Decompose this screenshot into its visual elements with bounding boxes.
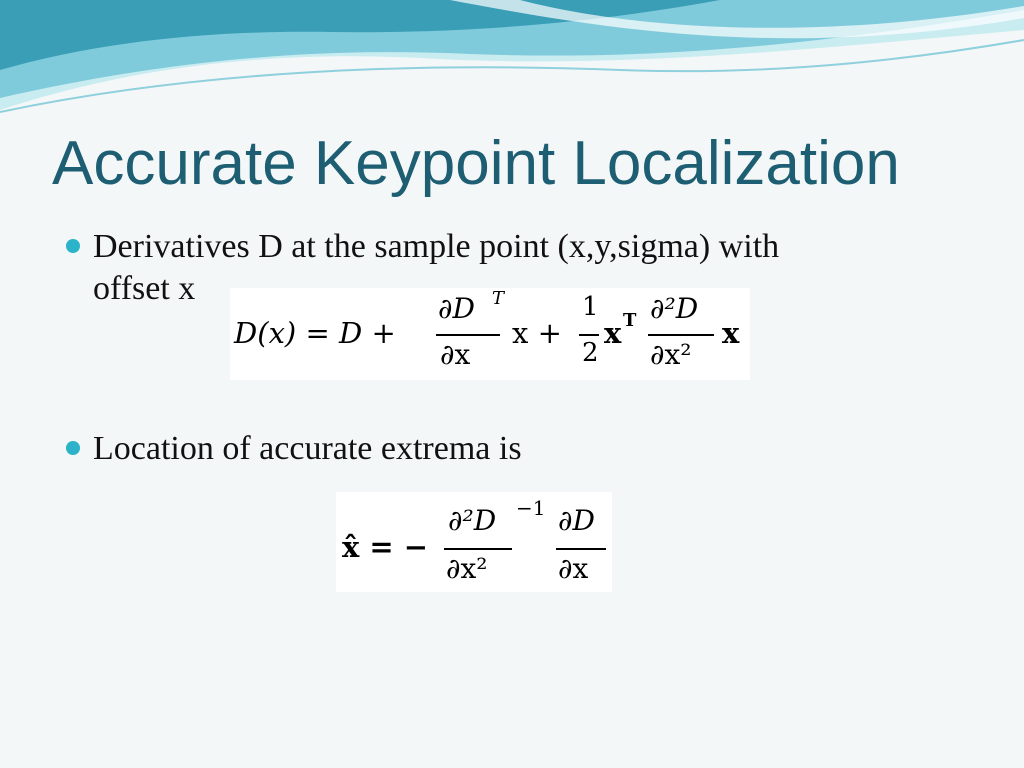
bullet-dot bbox=[66, 239, 80, 253]
bullet-text-line1: Derivatives D at the sample point (x,y,sigma) with bbox=[93, 228, 780, 265]
formula1-xT: x bbox=[604, 316, 622, 350]
formula1-half-den: 2 bbox=[582, 338, 599, 368]
formula2-frac1-bar bbox=[444, 548, 512, 550]
formula-extremum-location bbox=[336, 492, 612, 592]
formula-taylor-expansion bbox=[230, 288, 750, 380]
formula1-half-num: 1 bbox=[582, 292, 599, 322]
formula1-lhs: D(x) = D + bbox=[234, 316, 396, 350]
formula1-xT-sup: T bbox=[623, 310, 637, 331]
bullet-text-line2: offset x bbox=[93, 270, 196, 307]
formula2-frac1-num: ∂²D bbox=[448, 504, 497, 537]
formula1-frac2-den: ∂x² bbox=[650, 338, 692, 371]
formula1-tail: x bbox=[722, 316, 740, 350]
bullet-dot bbox=[66, 441, 80, 455]
slide-title: Accurate Keypoint Localization bbox=[52, 129, 900, 198]
formula1-frac1-num: ∂D bbox=[438, 292, 475, 325]
formula1-frac2-num: ∂²D bbox=[650, 292, 699, 325]
formula2-sup: −1 bbox=[516, 496, 546, 520]
bullet-extrema bbox=[66, 428, 926, 470]
header-wave-decoration bbox=[0, 0, 1024, 130]
formula2-frac2-bar bbox=[556, 548, 606, 550]
formula2-frac2-num: ∂D bbox=[558, 504, 595, 537]
formula1-frac1-den: ∂x bbox=[440, 338, 471, 371]
bullet-text: Location of accurate extrema is bbox=[93, 430, 522, 467]
formula2-frac2-den: ∂x bbox=[558, 552, 589, 585]
formula1-half-bar bbox=[579, 334, 599, 336]
formula1-frac2-bar bbox=[648, 334, 714, 336]
formula1-frac1-bar bbox=[436, 334, 500, 336]
formula1-frac1-sup: T bbox=[492, 288, 505, 309]
formula2-frac1-den: ∂x² bbox=[446, 552, 488, 585]
formula2-lhs: x̂ = − bbox=[342, 530, 429, 564]
formula1-mid: x + bbox=[512, 316, 562, 350]
